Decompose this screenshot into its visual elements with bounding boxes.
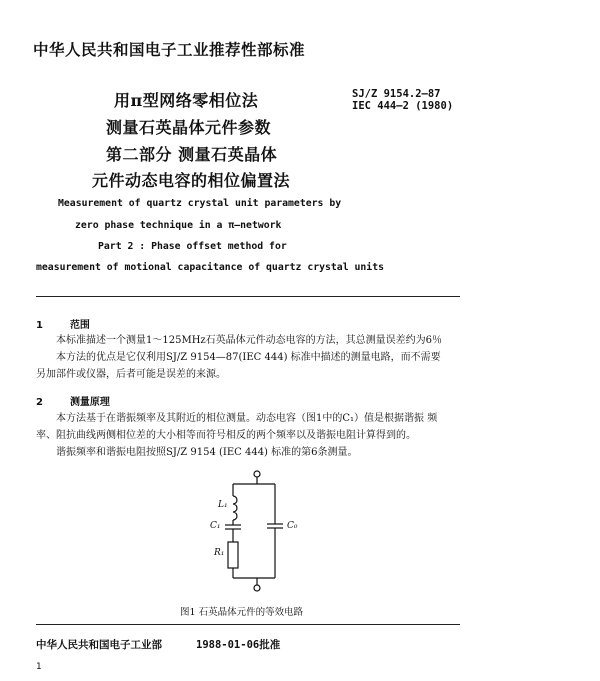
label-r1: R₁ xyxy=(214,548,225,558)
section-1-para-3: 另加部件或仪器，后者可能是误差的来源。 xyxy=(36,369,226,380)
section-1-heading xyxy=(36,316,90,331)
title-zh-line-4: 元件动态电容的相位偏置法 xyxy=(92,171,291,190)
title-en-line-2: zero phase technique in a π—network xyxy=(75,220,282,231)
standard-code: SJ/Z 9154.2—87 xyxy=(352,88,441,100)
title-en-line-1: Measurement of quartz crystal unit parameters by xyxy=(58,198,342,209)
title-en-line-4: measurement of motional capacitance of quartz crystal units xyxy=(36,262,384,273)
issuing-authority-header: 中华人民共和国电子工业推荐性部标准 xyxy=(33,41,306,59)
label-c0: C₀ xyxy=(287,521,298,531)
label-l1: L₁ xyxy=(218,500,228,510)
section-1-para-1: 本标准描述一个测量1～125MHz石英晶体元件动态电容的方法，其总测量误差约为6％ xyxy=(56,335,443,346)
issuing-ministry: 中华人民共和国电子工业部 xyxy=(36,639,162,651)
figure-caption: 图1 石英晶体元件的等效电路 xyxy=(180,607,304,618)
title-zh-line-2: 测量石英晶体元件参数 xyxy=(106,118,272,137)
section-1-title: 范围 xyxy=(69,320,90,331)
title-zh-line-1: 用π型网络零相位法 xyxy=(114,91,259,110)
title-zh-line-3: 第二部分 测量石英晶体 xyxy=(106,145,278,164)
section-2-number: 2 xyxy=(36,397,43,408)
section-2-para-2: 率、阻抗曲线两侧相位差的大小相等而符号相反的两个频率以及谐振电阻计算得到的。 xyxy=(36,430,416,441)
section-2-title: 测量原理 xyxy=(69,397,110,408)
equivalent-circuit-diagram xyxy=(200,468,330,598)
section-2-para-1: 本方法基于在谐振频率及其附近的相位测量。动态电容（图1中的C₁）值是根据谐振 频 xyxy=(56,413,438,424)
page-number: 1 xyxy=(36,662,42,672)
title-en-line-3: Part 2 : Phase offset method for xyxy=(98,241,287,252)
section-1-number: 1 xyxy=(36,320,43,331)
section-2-heading xyxy=(36,393,110,408)
title-divider xyxy=(36,296,460,297)
iec-reference: IEC 444—2 (1980) xyxy=(352,100,454,112)
terminal-top xyxy=(254,471,260,477)
label-c1: C₁ xyxy=(210,521,221,531)
section-1-para-2: 本方法的优点是它仅利用SJ/Z 9154—87(IEC 444) 标准中描述的测量电路，而不需要 xyxy=(56,352,441,363)
equivalent-circuit-figure xyxy=(200,468,330,598)
resistor-r1 xyxy=(228,542,238,568)
terminal-bottom xyxy=(254,585,260,591)
section-2-para-3: 谐振频率和谐振电阻按照SJ/Z 9154 (IEC 444) 标准的第6条测量。 xyxy=(56,447,358,458)
approval-date: 1988-01-06批准 xyxy=(196,639,281,651)
inductor-l1 xyxy=(233,496,237,520)
footer-divider xyxy=(36,624,460,625)
